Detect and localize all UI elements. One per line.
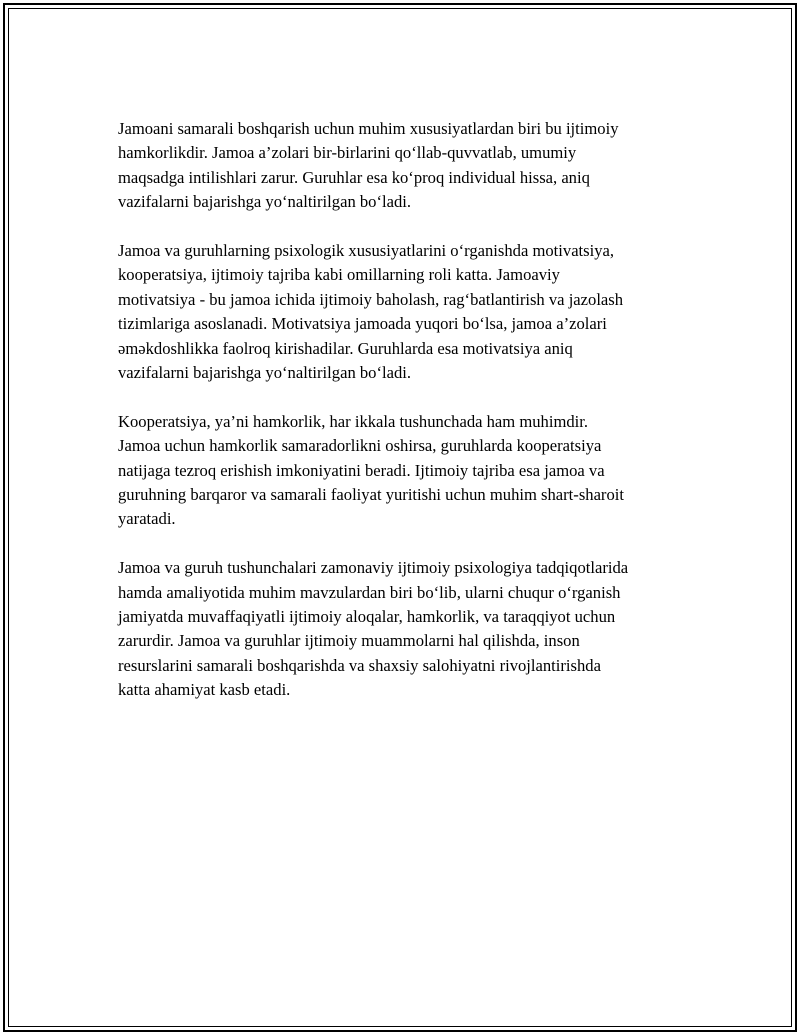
text-line: zarurdir. Jamoa va guruhlar ijtimoiy muammolarni hal qilishda, inson [118, 631, 580, 651]
text-line: maqsadga intilishlari zarur. Guruhlar esa ko‘proq individual hissa, aniq [118, 167, 590, 187]
text-line: Jamoa va guruh tushunchalari zamonaviy ijtimoiy psixologiya tadqiqotlarida [118, 558, 629, 578]
text-line: natijaga tezroq erishish imkoniyatini beradi. Ijtimoiy tajriba esa jamoa va [118, 460, 605, 480]
text-line: Jamoa uchun hamkorlik samaradorlikni oshirsa, guruhlarda kooperatsiya [118, 436, 602, 456]
text-line: guruhning barqaror va samarali faoliyat yuritishi uchun muhim shart-sharoit [118, 485, 624, 505]
text-line: vazifalarni bajarishga yo‘naltirilgan bo‘ladi. [118, 363, 412, 383]
text-line: Jamoani samarali boshqarish uchun muhim xususiyatlardan biri bu ijtimoiy [118, 119, 619, 138]
text-line: yaratadi. [118, 509, 176, 529]
text-line: Kooperatsiya, ya’ni hamkorlik, har ikkala tushunchada ham muhimdir. [118, 411, 589, 431]
text-line: əməkdoshlikka faolroq kirishadilar. Guruhlarda esa motivatsiya aniq [118, 338, 573, 358]
text-line: kooperatsiya, ijtimoiy tajriba kabi omillarning roli katta. Jamoaviy [118, 265, 560, 285]
text-line: vazifalarni bajarishga yo‘naltirilgan bo‘ladi. [118, 192, 412, 212]
paragraph-1 [118, 117, 688, 215]
document-body [118, 117, 688, 727]
text-line: tizimlariga asoslanadi. Motivatsiya jamoada yuqori bo‘lsa, jamoa a’zolari [118, 314, 607, 334]
text-line: hamda amaliyotida muhim mavzulardan biri bo‘lib, ularni chuqur o‘rganish [118, 582, 621, 602]
text-line: katta ahamiyat kasb etadi. [118, 680, 291, 700]
paragraph-3 [118, 410, 688, 532]
paragraph-4 [118, 556, 688, 702]
text-line: motivatsiya - bu jamoa ichida ijtimoiy baholash, rag‘batlantirish va jazolash [118, 289, 624, 309]
text-line: resurslarini samarali boshqarishda va shaxsiy salohiyatni rivojlantirishda [118, 655, 601, 675]
text-line: Jamoa va guruhlarning psixologik xususiyatlarini o‘rganishda motivatsiya, [118, 241, 615, 261]
text-line: hamkorlikdir. Jamoa a’zolari bir-birlarini qo‘llab-quvvatlab, umumiy [118, 143, 577, 163]
text-line: jamiyatda muvaffaqiyatli ijtimoiy aloqalar, hamkorlik, va taraqqiyot uchun [118, 607, 616, 627]
paragraph-2 [118, 239, 688, 385]
